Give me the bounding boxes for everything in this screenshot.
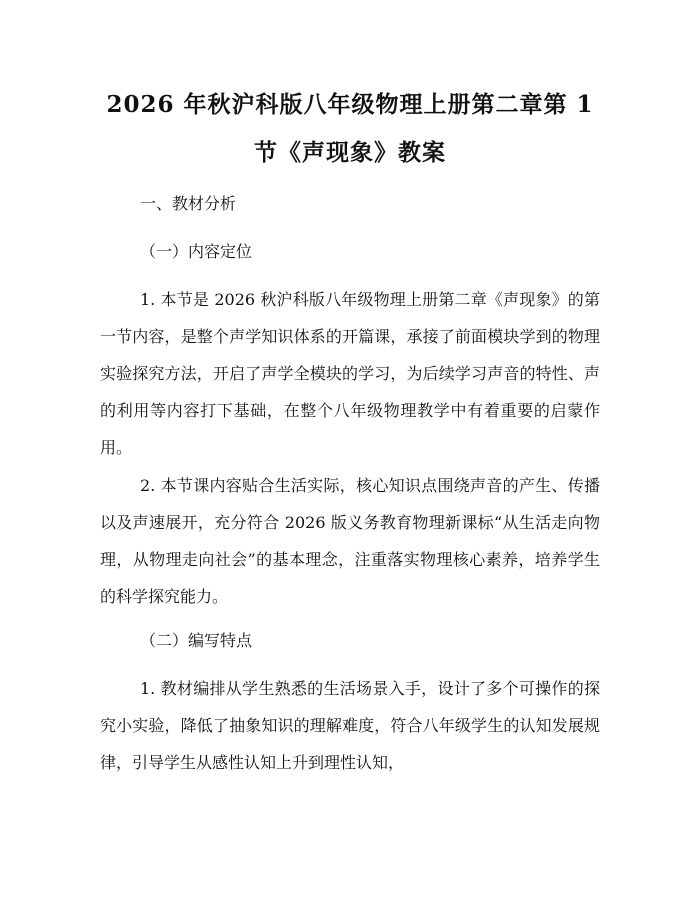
document-title-line-2: 节《声现象》教案 xyxy=(254,139,446,166)
paragraph-1: 1. 本节是 2026 秋沪科版八年级物理上册第二章《声现象》的第一节内容，是整个声学知识体系的开篇课，承接了前面模块学到的物理实验探究方法，开启了声学全模块的学习，为后续学习声音的特性、声的利用等内容打下基础，在整个八年级物理教学中有着重要的启蒙作用。 xyxy=(100,290,600,457)
paragraph-2: 2. 本节课内容贴合生活实际，核心知识点围绕声音的产生、传播以及声速展开，充分符合 2026 版义务教育物理新课标“从生活走向物理，从物理走向社会”的基本理念，注重落实物理核心素养，培养学生的科学探究能力。 xyxy=(100,476,600,606)
subsection-heading-writing-features: （二）编写特点 xyxy=(140,631,253,650)
document-title-line-1: 2026 年秋沪科版八年级物理上册第二章第 1 xyxy=(106,91,594,118)
paragraph-3: 1. 教材编排从学生熟悉的生活场景入手，设计了多个可操作的探究小实验，降低了抽象知识的理解难度，符合八年级学生的认知发展规律，引导学生从感性认知上升到理性认知， xyxy=(100,679,600,772)
subsection-heading-content-positioning: （一）内容定位 xyxy=(140,242,253,261)
section-heading-textbook-analysis: 一、教材分析 xyxy=(140,194,237,213)
